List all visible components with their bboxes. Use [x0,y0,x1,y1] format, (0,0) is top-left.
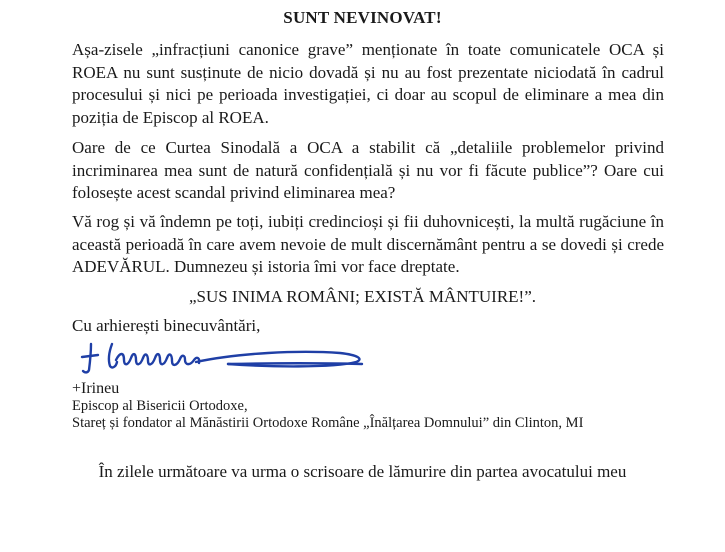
greeting: Cu arhierești binecuvântări, [72,316,261,335]
paragraph-2: Oare de ce Curtea Sinodală a OCA a stabilit că „detaliile problemelor privind incriminarea mea sunt de natură confidențială și nu vor fi făcute publice”? Oare cui folosește acest scandal privind eliminarea mea? [72,138,664,202]
handwritten-signature [78,336,368,376]
paragraph-1: Așa-zisele „infracțiuni canonice grave” menționate în toate comunicatele OCA și ROEA nu sunt susținute de nicio dovadă și nu au fost prezentate niciodată în cadrul procesului și nici pe perioada investigației, ci doar au scopul de eliminare a mea din poziția de Episcop al ROEA. [72,40,664,127]
paragraph-3: Vă rog și vă îndemn pe toți, iubiți credincioși și fii duhovnicești, la multă rugăciune în această perioadă în care avem nevoie de mult discernământ pentru a se dovedi și crede ADEVĂRUL. Dumnezeu și istoria îmi vor face dreptate. [72,212,664,276]
signature-title-line-1: Episcop al Bisericii Ortodoxe, [72,398,248,414]
footer-note: În zilele următoare va urma o scrisoare de lămurire din partea avocatului meu [98,462,627,481]
signature-name: +Irineu [72,380,120,397]
signature-title-line-2: Stareț și fondator al Mănăstirii Ortodoxe Române „Înălțarea Domnului” din Clinton, MI [72,415,584,431]
letter-title: SUNT NEVINOVAT! [283,8,442,27]
slogan: „SUS INIMA ROMÂNI; EXISTĂ MÂNTUIRE!”. [188,287,537,306]
